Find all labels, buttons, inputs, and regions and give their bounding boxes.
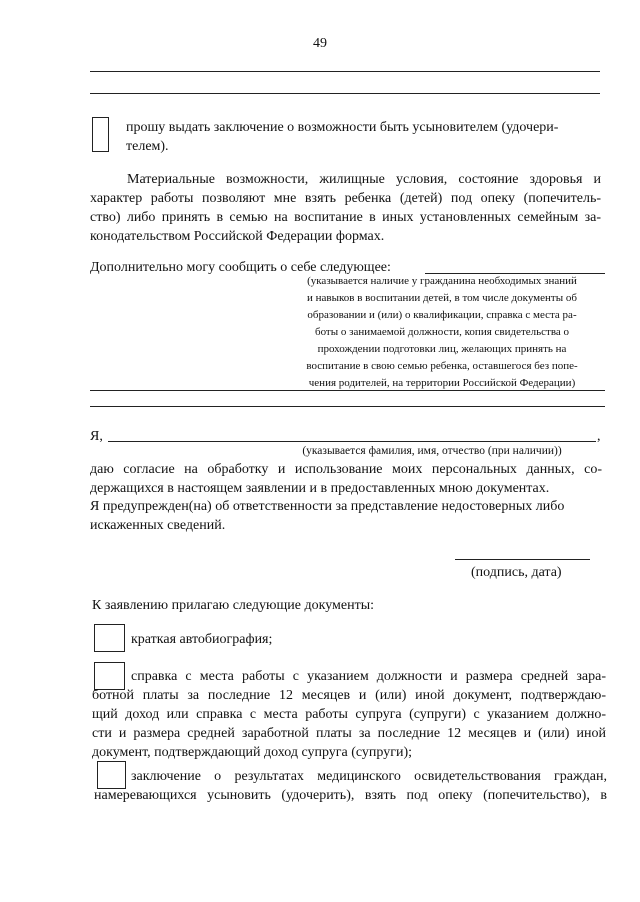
consent-comma: , [597, 429, 601, 444]
consent-line3: Я предупрежден(на) об ответственности за представление недостоверных либо [90, 499, 565, 514]
top-blank-line-1[interactable] [90, 71, 600, 72]
document-item-medical-line1: заключение о результатах медицинского освидетельствования граждан, [131, 769, 607, 784]
consent-line1: даю согласие на обработку и использование моих персональных данных, со- [90, 462, 602, 477]
document-item-salary-line4: сти и размера средней заработной платы за последние 12 месяцев и (или) иной [92, 726, 606, 741]
checkbox-conclusion[interactable] [92, 117, 109, 152]
additional-blank-line-2[interactable] [90, 406, 605, 407]
documents-intro: К заявлению прилагаю следующие документы: [92, 598, 375, 613]
document-item-salary-line2: ботной платы за последние 12 месяцев и (или) иной документ, подтверждаю- [92, 688, 606, 703]
document-item-salary-line3: щий доход или справка с места работы супруга (супруги) с указанием должно- [92, 707, 606, 722]
signature-hint: (подпись, дата) [471, 565, 562, 580]
checkbox-conclusion-line2: телем). [126, 139, 169, 154]
document-item-salary-line5: документ, подтверждающий доход супруга (супруги); [92, 745, 413, 760]
paragraph1-line1: Материальные возможности, жилищные условия, состояние здоровья и [127, 172, 601, 187]
paragraph1-line2: характер работы позволяют мне взять ребенка (детей) под опеку (попечитель- [90, 191, 601, 206]
fio-hint: (указывается фамилия, имя, отчество (при наличии)) [302, 445, 562, 457]
consent-line4: искаженных сведений. [90, 518, 226, 533]
paragraph1-line3: ство) либо принять в семью на воспитание в иных установленных семейным за- [90, 210, 601, 225]
top-blank-line-2[interactable] [90, 93, 600, 94]
checkbox-conclusion-line1: прошу выдать заключение о возможности быть усыновителем (удочери- [126, 120, 559, 135]
additional-hint: (указывается наличие у гражданина необходимых знаний и навыков в воспитании детей, в том числе документы об образовании и (или) о квалификации, справка с места ра- боты о занимаемой должности, копия свидетельства о прохождении подготовки лиц, желающих принять на воспитание в свою семью ребенка, оставшегося без попе- чения родителей, на территории Российской Федерации) [306, 275, 578, 389]
fio-input-line[interactable] [108, 441, 596, 442]
checkbox-autobiography[interactable] [94, 624, 125, 652]
additional-label: Дополнительно могу сообщить о себе следующее: [90, 260, 391, 275]
paragraph1-line4: конодательством Российской Федерации формах. [90, 229, 385, 244]
signature-line[interactable] [455, 559, 590, 560]
checkbox-medical-conclusion[interactable] [97, 761, 126, 789]
additional-blank-line-1[interactable] [90, 390, 605, 391]
document-item-salary-line1: справка с места работы с указанием должности и размера средней зара- [131, 669, 606, 684]
consent-ya: Я, [90, 429, 103, 444]
document-item-autobiography: краткая автобиография; [131, 632, 273, 647]
document-item-medical-line2: намеревающихся усыновить (удочерить), взять под опеку (попечительство), в [94, 788, 607, 803]
consent-line2: держащихся в настоящем заявлении и в предоставленных мною документах. [90, 481, 550, 496]
page-number: 49 [313, 36, 327, 51]
